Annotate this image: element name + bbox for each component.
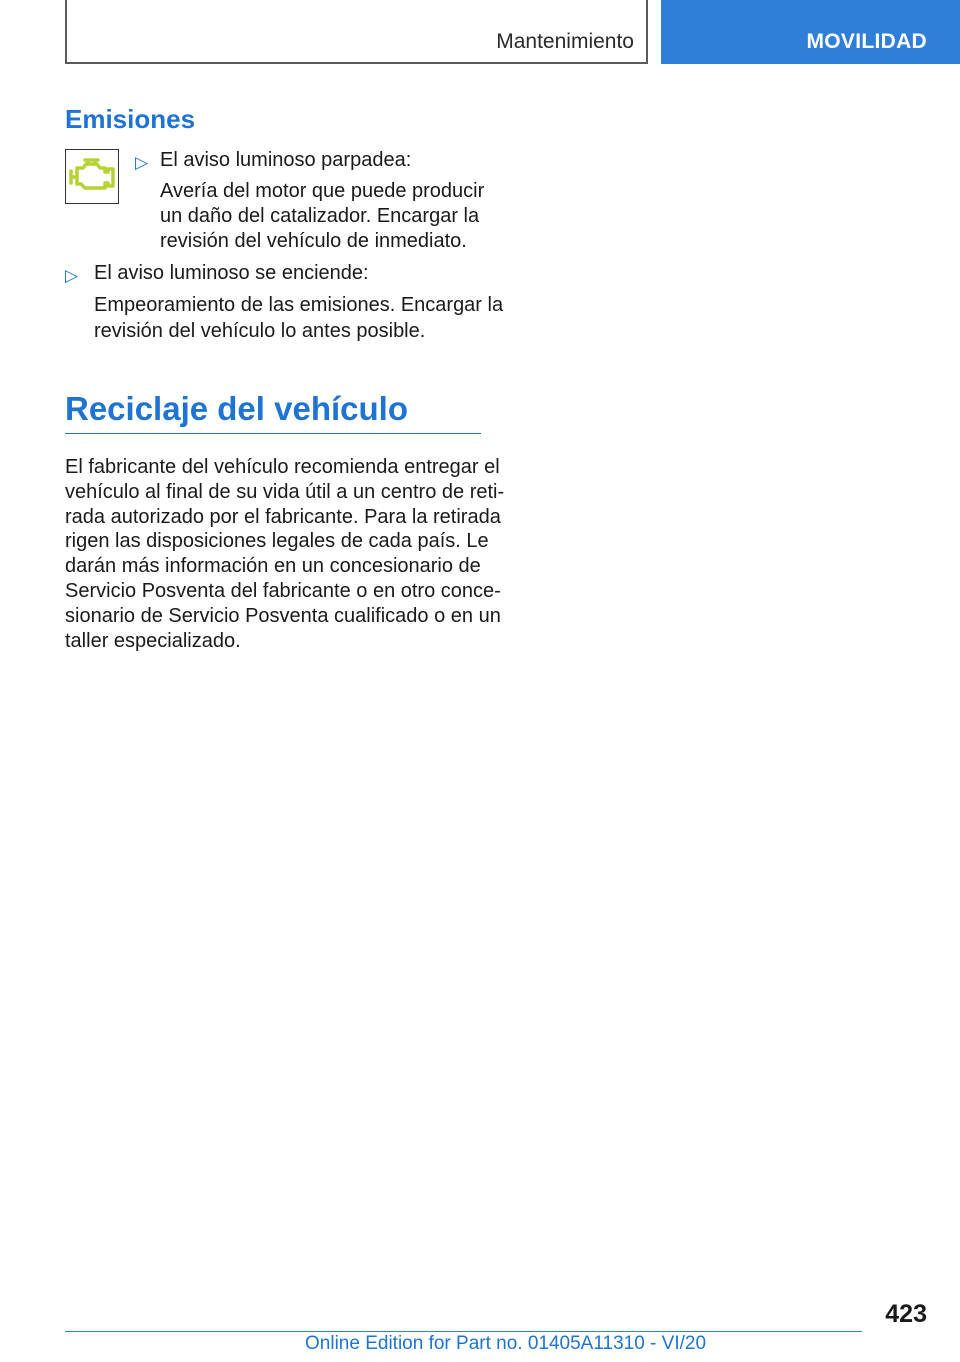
item-text: un daño del catalizador. Encargar la [160, 205, 480, 227]
paragraph-line: darán más información en un concesionario de [65, 555, 481, 578]
paragraph-line: Servicio Posventa del fabricante o en otro conce- [65, 579, 501, 602]
item-title: El aviso luminoso se enciende: [94, 262, 369, 284]
paragraph-line: sionario de Servicio Posventa cualificado o en un [65, 604, 501, 627]
item-text: Empeoramiento de las emisiones. Encargar la [94, 294, 504, 316]
page-number: 423 [885, 1300, 927, 1328]
emissions-heading: Emisiones [65, 104, 196, 134]
item-text: revisión del vehículo de inmediato. [160, 230, 467, 252]
chapter-tab[interactable] [661, 0, 960, 64]
footer-edition: Online Edition for Part no. 01405A11310 - VI/20 [305, 1333, 707, 1354]
chapter-tab-label: MOVILIDAD [806, 30, 927, 53]
check-engine-icon [65, 149, 119, 204]
heading-rule [65, 433, 481, 434]
paragraph-line: rada autorizado por el fabricante. Para la retirada [65, 505, 501, 528]
footer-rule [65, 1331, 862, 1332]
paragraph-line: El fabricante del vehículo recomienda entregar el [65, 456, 500, 478]
item-title: El aviso luminoso parpadea: [160, 149, 412, 171]
bullet-icon: ▷ [135, 153, 149, 172]
item-text: revisión del vehículo lo antes posible. [94, 320, 426, 342]
bullet-icon: ▷ [65, 266, 79, 285]
running-header [65, 0, 648, 64]
paragraph-line: taller especializado. [65, 629, 241, 652]
paragraph-line: vehículo al final de su vida útil a un centro de reti- [65, 480, 505, 503]
recycling-paragraph [65, 455, 505, 653]
item-text: Avería del motor que puede producir [160, 180, 485, 202]
recycling-heading: Reciclaje del vehículo [65, 390, 408, 427]
paragraph-line: rigen las disposiciones legales de cada país. Le [65, 530, 489, 553]
section-title: Mantenimiento [496, 30, 634, 53]
